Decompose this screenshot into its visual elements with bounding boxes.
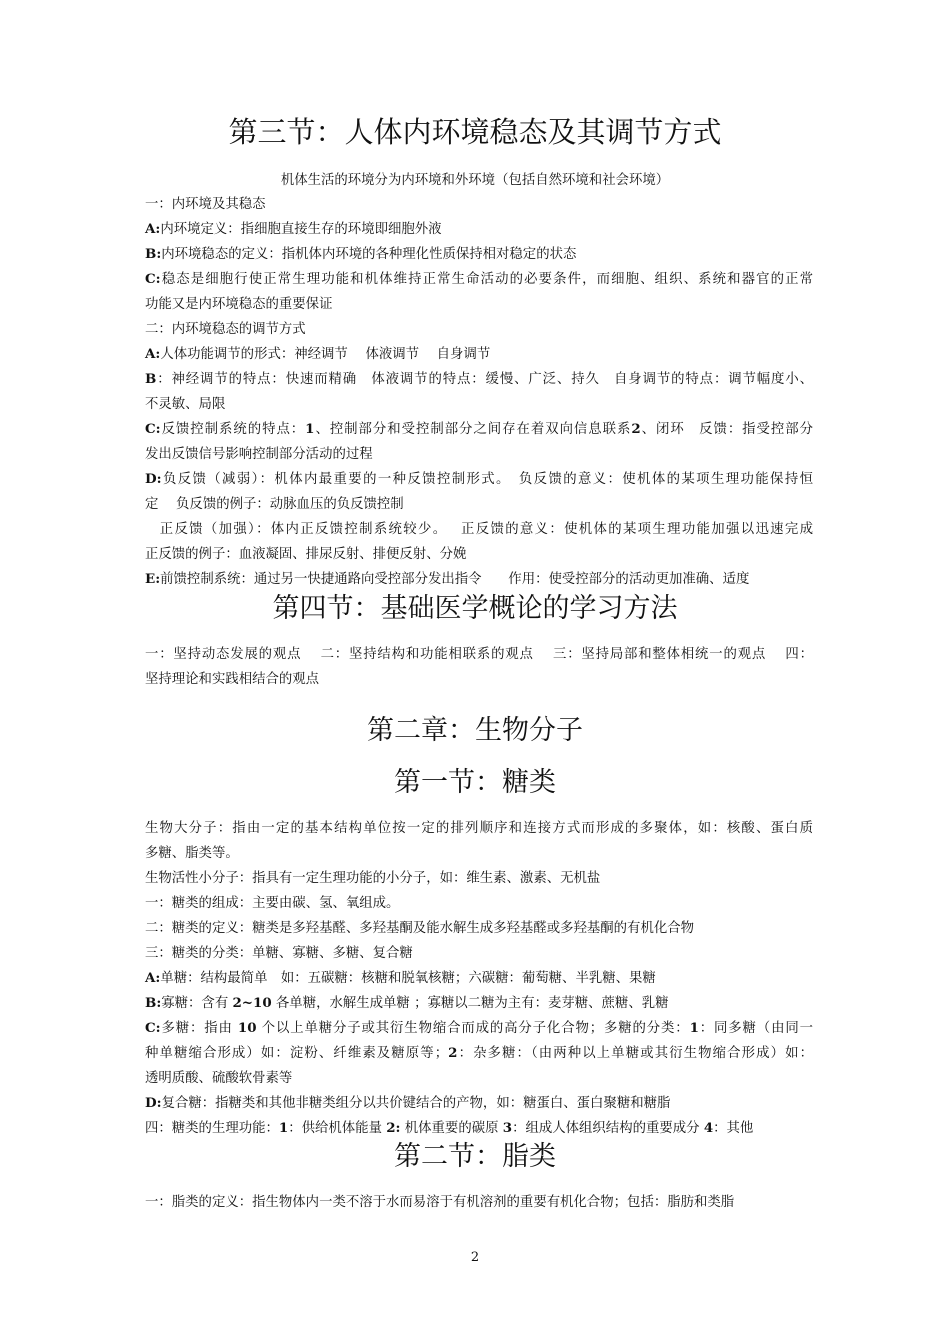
chapter2-section2-title: 第二节：脂类 [394, 1141, 556, 1172]
section4-line1: 一：坚持动态发展的观点 二：坚持结构和功能相联系的观点 三：坚持局部和整体相统一的观点 四： [145, 647, 813, 662]
small-molecule-definition: 生物活性小分子：指具有一定生理功能的小分子，如：维生素、激素、无机盐 [145, 871, 601, 886]
section3-title: 第三节：人体内环境稳态及其调节方式 [228, 115, 722, 149]
sugar-functions: 四：糖类的生理功能：1：供给机体能量 2: 机体重要的碳原 3：组成人体组织结构的重要成分 4：其他 [145, 1120, 754, 1136]
item-d-glycoconjugate: D:复合糖：指糖类和其他非糖类组分以共价键结合的产物，如：糖蛋白、蛋白聚糖和糖脂 [145, 1095, 671, 1111]
item-b-oligosaccharide: B:寡糖：含有 2~10 各单糖，水解生成单糖 ；寡糖以二糖为主有：麦芽糖、蔗糖、乳糖 [145, 995, 669, 1011]
item-d-negative-feedback-line2: 定 负反馈的例子：动脉血压的负反馈控制 [145, 497, 404, 512]
sugar-composition: 一：糖类的组成：主要由碳、氢、氧组成。 [145, 896, 400, 911]
item-b-regulation-features-line2: 不灵敏、局限 [145, 397, 226, 412]
chapter2-title: 第二章：生物分子 [367, 715, 583, 746]
item-e-feedforward: E:前馈控制系统：通过另一快捷通路向受控部分发出指令 作用：使受控部分的活动更加准确、适度 [145, 571, 750, 587]
item-b-regulation-features-line1: B：神经调节的特点：快速而精确 体液调节的特点：缓慢、广泛、持久 自身调节的特点：调节幅度小、 [145, 371, 813, 387]
positive-feedback-line2: 正反馈的例子：血液凝固、排尿反射、排便反射、分娩 [145, 547, 467, 562]
item-c-polysaccharide-line2: 种单糖缩合形成）如：淀粉、纤维素及糖原等；2：杂多糖：（由两种以上单糖或其衍生物缩合形成）如： [145, 1045, 813, 1061]
regulation-heading: 二：内环境稳态的调节方式 [145, 322, 306, 337]
section4-line2: 坚持理论和实践相结合的观点 [145, 672, 320, 687]
item-c-homeostasis-line1: C:稳态是细胞行使正常生理功能和机体维持正常生命活动的必要条件，而细胞、组织、系统和器官的正常 [145, 271, 813, 287]
positive-feedback-line1: 正反馈（加强）：体内正反馈控制系统较少。 正反馈的意义：使机体的某项生理功能加强以迅速完成 [145, 522, 813, 537]
page-number: 2 [470, 1250, 480, 1265]
item-c-polysaccharide-line1: C:多糖：指由 10 个以上单糖分子或其衍生物缩合而成的高分子化合物；多糖的分类：1：同多糖（由同一 [145, 1020, 813, 1036]
env-heading: 一：内环境及其稳态 [145, 197, 266, 212]
sugar-definition: 二：糖类的定义：糖类是多羟基醛、多羟基酮及能水解生成多羟基醛或多羟基酮的有机化合物 [145, 921, 695, 936]
macromolecule-line2: 多糖、脂类等。 [145, 846, 239, 861]
chapter2-section1-title: 第一节：糖类 [394, 767, 556, 798]
item-a-regulation-forms: A:人体功能调节的形式：神经调节 体液调节 自身调节 [145, 346, 491, 362]
item-c-feedback-line1: C:反馈控制系统的特点：1、控制部分和受控制部分之间存在着双向信息联系2、闭环 反馈：指受控部分 [145, 421, 814, 437]
lipid-definition: 一：脂类的定义：指生物体内一类不溶于水而易溶于有机溶剂的重要有机化合物；包括：脂肪和类脂 [145, 1195, 735, 1210]
item-c-polysaccharide-line3: 透明质酸、硫酸软骨素等 [145, 1071, 293, 1086]
section4-title: 第四节：基础医学概论的学习方法 [272, 593, 678, 624]
item-b-homeostasis-definition: B:内环境稳态的定义：指机体内环境的各种理化性质保持相对稳定的状态 [145, 246, 577, 262]
sugar-classification: 三：糖类的分类：单糖、寡糖、多糖、复合糖 [145, 946, 413, 961]
item-c-homeostasis-line2: 功能又是内环境稳态的重要保证 [145, 297, 333, 312]
item-a-env-definition: A:内环境定义：指细胞直接生存的环境即细胞外液 [145, 221, 442, 237]
item-a-monosaccharide: A:单糖：结构最简单 如：五碳糖：核糖和脱氧核糖；六碳糖：葡萄糖、半乳糖、果糖 [145, 970, 656, 986]
section3-intro: 机体生活的环境分为内环境和外环境（包括自然环境和社会环境） [280, 173, 670, 188]
item-d-negative-feedback-line1: D:负反馈（减弱）：机体内最重要的一种反馈控制形式。 负反馈的意义：使机体的某项生理功能保持恒 [145, 471, 813, 487]
item-c-feedback-line2: 发出反馈信号影响控制部分活动的过程 [145, 447, 373, 462]
macromolecule-line1: 生物大分子：指由一定的基本结构单位按一定的排列顺序和连接方式而形成的多聚体，如：核酸、蛋白质 [145, 821, 813, 836]
